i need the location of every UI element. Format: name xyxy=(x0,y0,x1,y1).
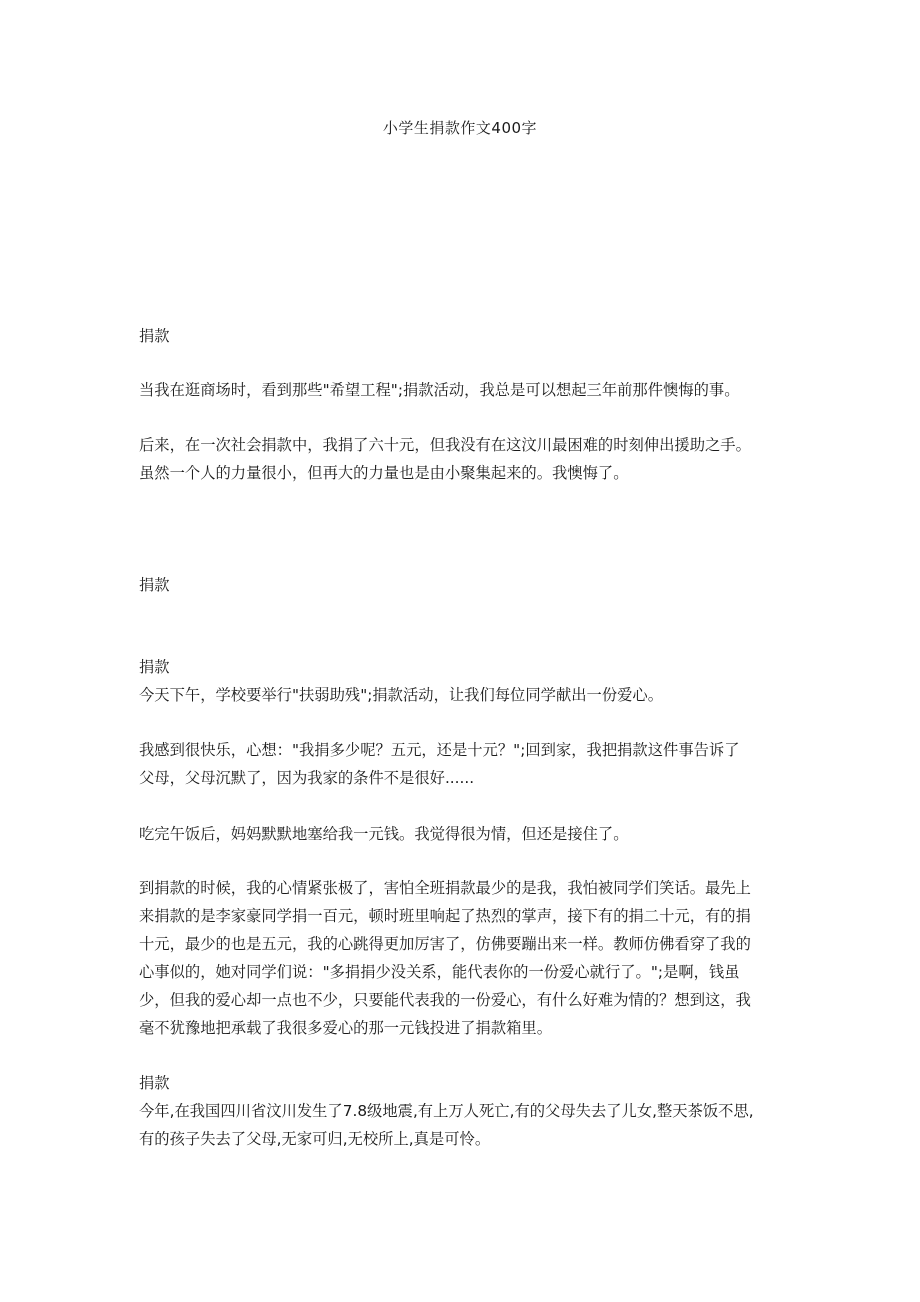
paragraph-line: 虽然一个人的力量很小，但再大的力量也是由小聚集起来的。我懊悔了。 xyxy=(139,464,629,482)
paragraph-line: 十元，最少的也是五元，我的心跳得更加厉害了，仿佛要蹦出来一样。教师仿佛看穿了我的 xyxy=(139,935,751,953)
paragraph-line: 我感到很快乐，心想："我捐多少呢？五元，还是十元？";回到家，我把捐款这件事告诉了 xyxy=(139,741,740,759)
paragraph-line: 父母，父母沉默了，因为我家的条件不是很好...... xyxy=(139,769,475,787)
paragraph-line: 后来，在一次社会捐款中，我捐了六十元，但我没有在这汶川最困难的时刻伸出援助之手。 xyxy=(139,436,751,454)
paragraph-line: 到捐款的时候，我的心情紧张极了，害怕全班捐款最少的是我，我怕被同学们笑话。最先上 xyxy=(139,879,751,897)
section-heading-text: 捐款 xyxy=(139,1074,170,1092)
paragraph-line: 毫不犹豫地把承载了我很多爱心的那一元钱投进了捐款箱里。 xyxy=(139,1019,553,1037)
section-heading xyxy=(139,322,789,350)
paragraph-line: 当我在逛商场时，看到那些"希望工程";捐款活动，我总是可以想起三年前那件懊悔的事。 xyxy=(139,381,740,399)
paragraph xyxy=(139,820,789,848)
paragraph xyxy=(139,376,789,404)
paragraph-line: 有的孩子失去了父母,无家可归,无校所上,真是可怜。 xyxy=(139,1130,491,1148)
paragraph-line: 少，但我的爱心却一点也不少，只要能代表我的一份爱心，有什么好难为情的？想到这，我 xyxy=(139,991,751,1009)
paragraph-line: 今年,在我国四川省汶川发生了7.8级地震,有上万人死亡,有的父母失去了儿女,整天茶饭不思, xyxy=(139,1102,754,1120)
paragraph-line: 吃完午饭后，妈妈默默地塞给我一元钱。我觉得很为情，但还是接住了。 xyxy=(139,825,629,843)
paragraph-line: 心事似的，她对同学们说："多捐捐少没关系，能代表你的一份爱心就行了。";是啊，钱虽 xyxy=(139,963,740,981)
paragraph-line: 来捐款的是李家豪同学捐一百元，顿时班里响起了热烈的掌声，接下有的捐二十元，有的捐 xyxy=(139,907,751,925)
section-heading-text: 捐款 xyxy=(139,576,170,594)
paragraph xyxy=(139,431,789,487)
section-heading xyxy=(139,1069,789,1153)
paragraph xyxy=(139,874,789,1042)
paragraph xyxy=(139,736,789,792)
section-heading-text: 捐款 xyxy=(139,327,170,345)
section-heading xyxy=(139,653,789,709)
section-heading xyxy=(139,571,789,599)
section-heading-text: 捐款 xyxy=(139,658,170,676)
document-title: 小学生捐款作文400字 xyxy=(382,119,538,137)
paragraph-line: 今天下午，学校要举行"扶弱助残";捐款活动，让我们每位同学献出一份爱心。 xyxy=(139,686,664,704)
